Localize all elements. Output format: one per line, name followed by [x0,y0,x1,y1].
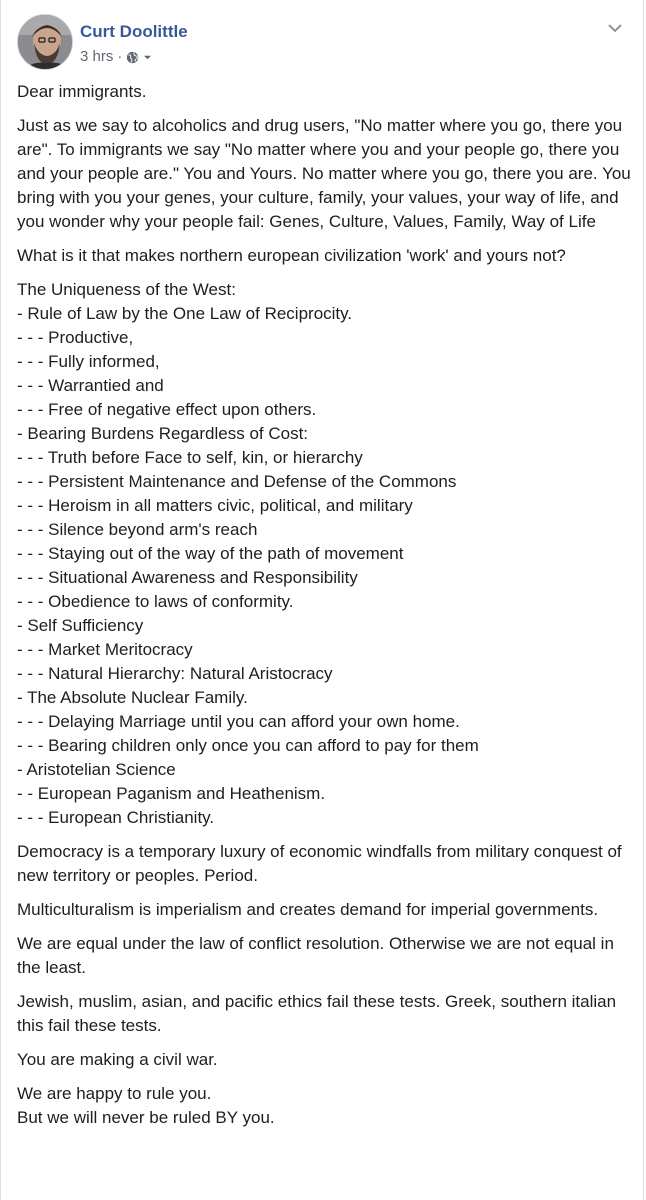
post-paragraph: Multiculturalism is imperialism and creates demand for imperial governments. [17,900,599,919]
list-line: - - - Situational Awareness and Responsibility [17,568,358,587]
caret-down-icon[interactable] [143,53,152,62]
post-list [17,278,633,830]
list-line: - - - Obedience to laws of conformity. [17,592,294,611]
list-line: - Bearing Burdens Regardless of Cost: [17,424,309,443]
post-time[interactable]: 3 hrs [80,48,114,65]
post-greeting: Dear immigrants. [17,82,147,101]
post-paragraph: Just as we say to alcoholics and drug users, "No matter where you go, there you are". To immigrants we say "No matter where you and your people go, there you and your people are." You and Yours. No matter where you go, there you are. You bring with you your genes, your culture, family, your values, your way of life, and you wonder why your people fail: Genes, Culture, Values, Family, Way of Life [17,116,631,231]
author-name[interactable]: Curt Doolittle [80,22,188,41]
list-line: - - - Truth before Face to self, kin, or hierarchy [17,448,363,467]
list-line: - - - Free of negative effect upon others. [17,400,317,419]
post-paragraph: We are equal under the law of conflict resolution. Otherwise we are not equal in the least. [17,934,614,977]
post-body [17,80,633,1130]
list-line: - - - Warrantied and [17,376,164,395]
list-line: - - - Bearing children only once you can afford to pay for them [17,736,479,755]
list-line: - - - Silence beyond arm's reach [17,520,258,539]
list-line: - - - Delaying Marriage until you can afford your own home. [17,712,460,731]
list-line: - - - Heroism in all matters civic, political, and military [17,496,413,515]
post-meta [80,47,152,67]
list-line: - Aristotelian Science [17,760,176,779]
list-line: - The Absolute Nuclear Family. [17,688,248,707]
closing-line: But we will never be ruled BY you. [17,1108,275,1127]
post-paragraph: Democracy is a temporary luxury of economic windfalls from military conquest of new territory or peoples. Period. [17,842,622,885]
closing-line: We are happy to rule you. [17,1084,212,1103]
list-line: - - - Natural Hierarchy: Natural Aristocracy [17,664,333,683]
avatar-photo-icon [18,15,73,70]
list-line: - - - Staying out of the way of the path of movement [17,544,404,563]
list-line: - - European Paganism and Heathenism. [17,784,326,803]
list-line: - - - Persistent Maintenance and Defense of the Commons [17,472,457,491]
list-line: - - - European Christianity. [17,808,215,827]
post-closing [17,1082,633,1130]
meta-separator: · [117,48,123,65]
list-line: The Uniqueness of the West: [17,280,236,299]
list-line: - - - Productive, [17,328,134,347]
post-header [17,12,631,72]
avatar[interactable] [17,14,73,70]
post-paragraph: You are making a civil war. [17,1050,218,1069]
list-line: - Self Sufficiency [17,616,144,635]
list-line: - - - Fully informed, [17,352,160,371]
post-paragraph: Jewish, muslim, asian, and pacific ethics fail these tests. Greek, southern italian this fail these tests. [17,992,617,1035]
chevron-down-icon[interactable] [603,16,627,40]
list-line: - - - Market Meritocracy [17,640,193,659]
post-paragraph: What is it that makes northern european civilization 'work' and yours not? [17,246,566,265]
globe-icon[interactable] [126,51,139,64]
list-line: - Rule of Law by the One Law of Reciprocity. [17,304,353,323]
